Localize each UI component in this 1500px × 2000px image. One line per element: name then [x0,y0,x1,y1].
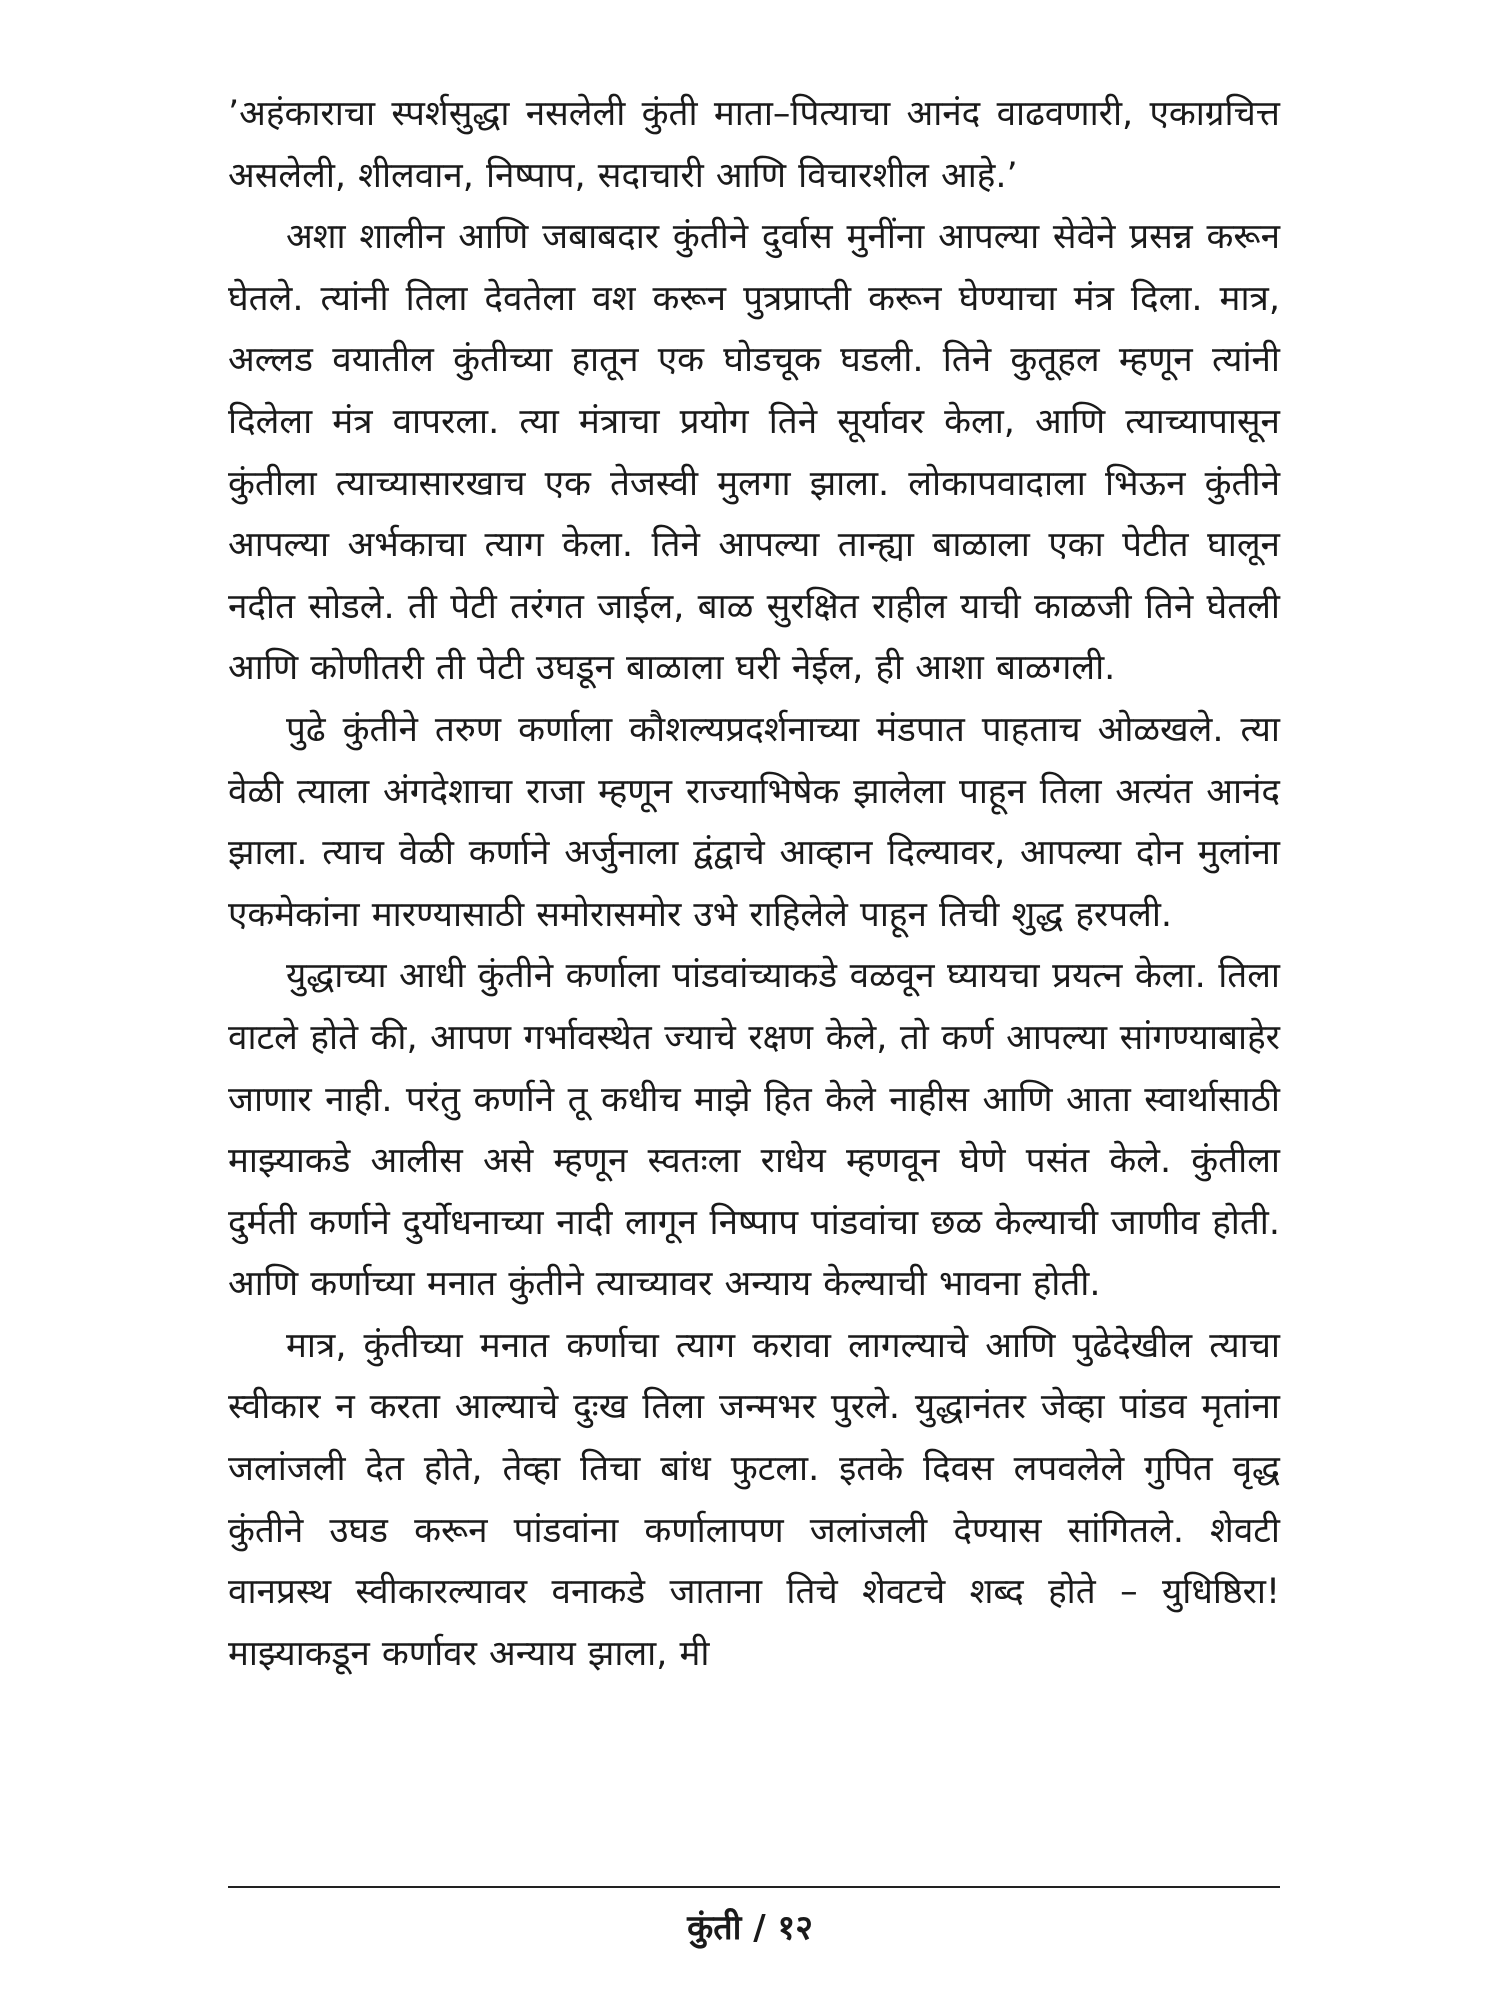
paragraph-karna-recognized: पुढे कुंतीने तरुण कर्णाला कौशल्यप्रदर्शनाच्या मंडपात पाहताच ओळखले. त्या वेळी त्याला अंगदेशाचा राजा म्हणून राज्याभिषेक झालेला पाहून तिला अत्यंत आनंद झाला. त्याच वेळी कर्णाने अर्जुनाला द्वंद्वाचे आव्हान दिल्यावर, आपल्या दोन मुलांना एकमेकांना मारण्यासाठी समोरासमोर उभे राहिलेले पाहून तिची शुद्ध हरपली. [228,709,1280,935]
page-number-label: कुंती / १२ [687,1908,813,1948]
paragraph-kunti-grief: मात्र, कुंतीच्या मनात कर्णाचा त्याग करावा लागल्याचे आणि पुढेदेखील त्याचा स्वीकार न करता आल्याचे दुःख तिला जन्मभर पुरले. युद्धानंतर जेव्हा पांडव मृतांना जलांजली देत होते, तेव्हा तिचा बांध फुटला. इतके दिवस लपवलेले गुपित वृद्ध कुंतीने उघड करून पांडवांना कर्णालापण जलांजली देण्यास सांगितले. शेवटी वानप्रस्थ स्वीकारल्यावर वनाकडे जाताना तिचे शेवटचे शब्द होते – युधिष्ठिरा! माझ्याकडून कर्णावर अन्याय झाला, मी [228,1325,1280,1674]
paragraph-before-war: युद्धाच्या आधी कुंतीने कर्णाला पांडवांच्याकडे वळवून घ्यायचा प्रयत्न केला. तिला वाटले होते की, आपण गर्भावस्थेत ज्याचे रक्षण केले, तो कर्ण आपल्या सांगण्याबाहेर जाणार नाही. परंतु कर्णाने तू कधीच माझे हित केले नाहीस आणि आता स्वार्थासाठी माझ्याकडे आलीस असे म्हणून स्वतःला राधेय म्हणवून घेणे पसंत केले. कुंतीला दुर्मती कर्णाने दुर्योधनाच्या नादी लागून निष्पाप पांडवांचा छळ केल्याची जाणीव होती. आणि कर्णाच्या मनात कुंतीने त्याच्यावर अन्याय केल्याची भावना होती. [228,956,1280,1305]
paragraph-durvasa-boon: अशा शालीन आणि जबाबदार कुंतीने दुर्वास मुनींना आपल्या सेवेने प्रसन्न करून घेतले. त्यांनी तिला देवतेला वश करून पुत्रप्राप्ती करून घेण्याचा मंत्र दिला. मात्र, अल्लड वयातील कुंतीच्या हातून एक घोडचूक घडली. तिने कुतूहल म्हणून त्यांनी दिलेला मंत्र वापरला. त्या मंत्राचा प्रयोग तिने सूर्यावर केला, आणि त्याच्यापासून कुंतीला त्याच्यासारखाच एक तेजस्वी मुलगा झाला. लोकापवादाला भिऊन कुंतीने आपल्या अर्भकाचा त्याग केला. तिने आपल्या तान्ह्या बाळाला एका पेटीत घालून नदीत सोडले. ती पेटी तरंगत जाईल, बाळ सुरक्षित राहील याची काळजी तिने घेतली आणि कोणीतरी ती पेटी उघडून बाळाला घरी नेईल, ही आशा बाळगली. [228,217,1280,689]
page-footer [0,1900,1500,1956]
opening-quote-paragraph: ’अहंकाराचा स्पर्शसुद्धा नसलेली कुंती माता–पित्याचा आनंद वाढवणारी, एकाग्रचित्त असलेली, शीलवान, निष्पाप, सदाचारी आणि विचारशील आहे.’ [228,94,1280,196]
page-body [228,84,1280,1685]
footer-divider [228,1886,1280,1888]
